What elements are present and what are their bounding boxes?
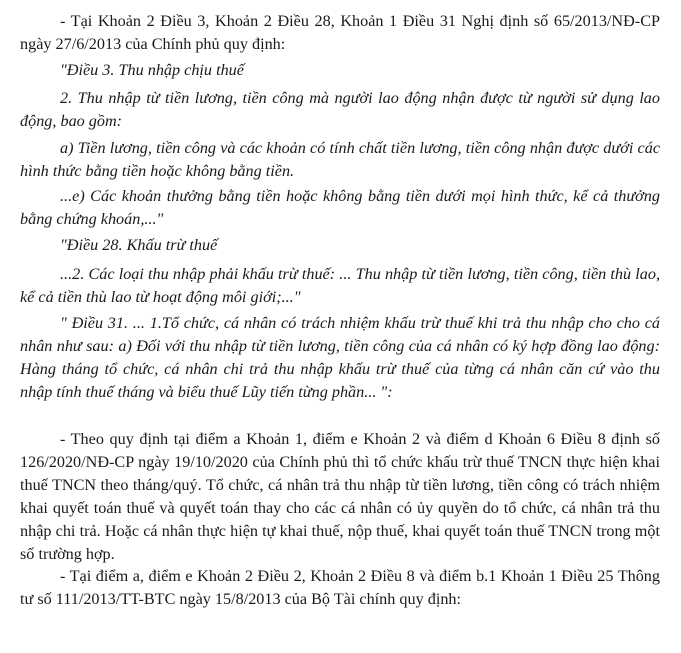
paragraph-article-3-clause-2: 2. Thu nhập từ tiền lương, tiền công mà người lao động nhận được từ người sử dụng lao động, bao gồm:: [20, 89, 660, 130]
paragraph-circular-111: - Tại điểm a, điểm e Khoản 2 Điều 2, Khoản 2 Điều 8 và điểm b.1 Khoản 1 Điều 25 Thông tư số 111/2013/TT-BTC ngày 15/8/2013 của Bộ Tài chính quy định:: [20, 567, 660, 608]
paragraph-intro-decree-65: - Tại Khoản 2 Điều 3, Khoản 2 Điều 28, Khoản 1 Điều 31 Nghị định số 65/2013/NĐ-CP ngày 27/6/2013 của Chính phủ quy định:: [20, 12, 660, 53]
paragraph-article-3-point-e: ...e) Các khoản thưởng bằng tiền hoặc không bằng tiền dưới mọi hình thức, kể cả thưởng bằng chứng khoán,...": [20, 187, 660, 228]
paragraph-article-28-clause-2: ...2. Các loại thu nhập phải khấu trừ thuế: ... Thu nhập từ tiền lương, tiền công, tiền thù lao, kể cả tiền thù lao từ hoạt động môi giới;...": [20, 265, 660, 306]
paragraph-article-3-point-a: a) Tiền lương, tiền công và các khoản có tính chất tiền lương, tiền công nhận được dưới các hình thức bằng tiền hoặc không bằng tiền.: [20, 139, 660, 180]
paragraph-article-28-heading: "Điều 28. Khấu trừ thuế: [60, 236, 218, 254]
paragraph-article-31: " Điều 31. ... 1.Tổ chức, cá nhân có trách nhiệm khấu trừ thuế khi trả thu nhập cho cho cá nhân như sau: a) Đối với thu nhập từ tiền lương, tiền công của cá nhân có ký hợp đồng lao động: Hàng tháng tổ chức, cá nhân chi trả thu nhập khấu trừ thuế của từng cá nhân căn cứ vào thu nhập tính thuế tháng và biểu thuế Lũy tiến từng phần... ":: [20, 314, 660, 401]
paragraph-article-3-heading: "Điều 3. Thu nhập chịu thuế: [60, 61, 244, 79]
paragraph-decree-126: - Theo quy định tại điểm a Khoản 1, điểm e Khoản 2 và điểm d Khoản 6 Điều 8 định số 126/2020/NĐ-CP ngày 19/10/2020 của Chính phủ thì tổ chức khấu trừ thuế TNCN thực hiện khai thuế TNCN theo tháng/quý. Tổ chức, cá nhân trả thu nhập từ tiền lương, tiền công có trách nhiệm khai quyết toán thuế và quyết toán thay cho các cá nhân có ủy quyền do tổ chức, cá nhân trả thu nhập chi trả. Hoặc cá nhân thực hiện tự khai thuế, nộp thuế, khai quyết toán thuế TNCN trong một số trường hợp.: [20, 430, 660, 563]
